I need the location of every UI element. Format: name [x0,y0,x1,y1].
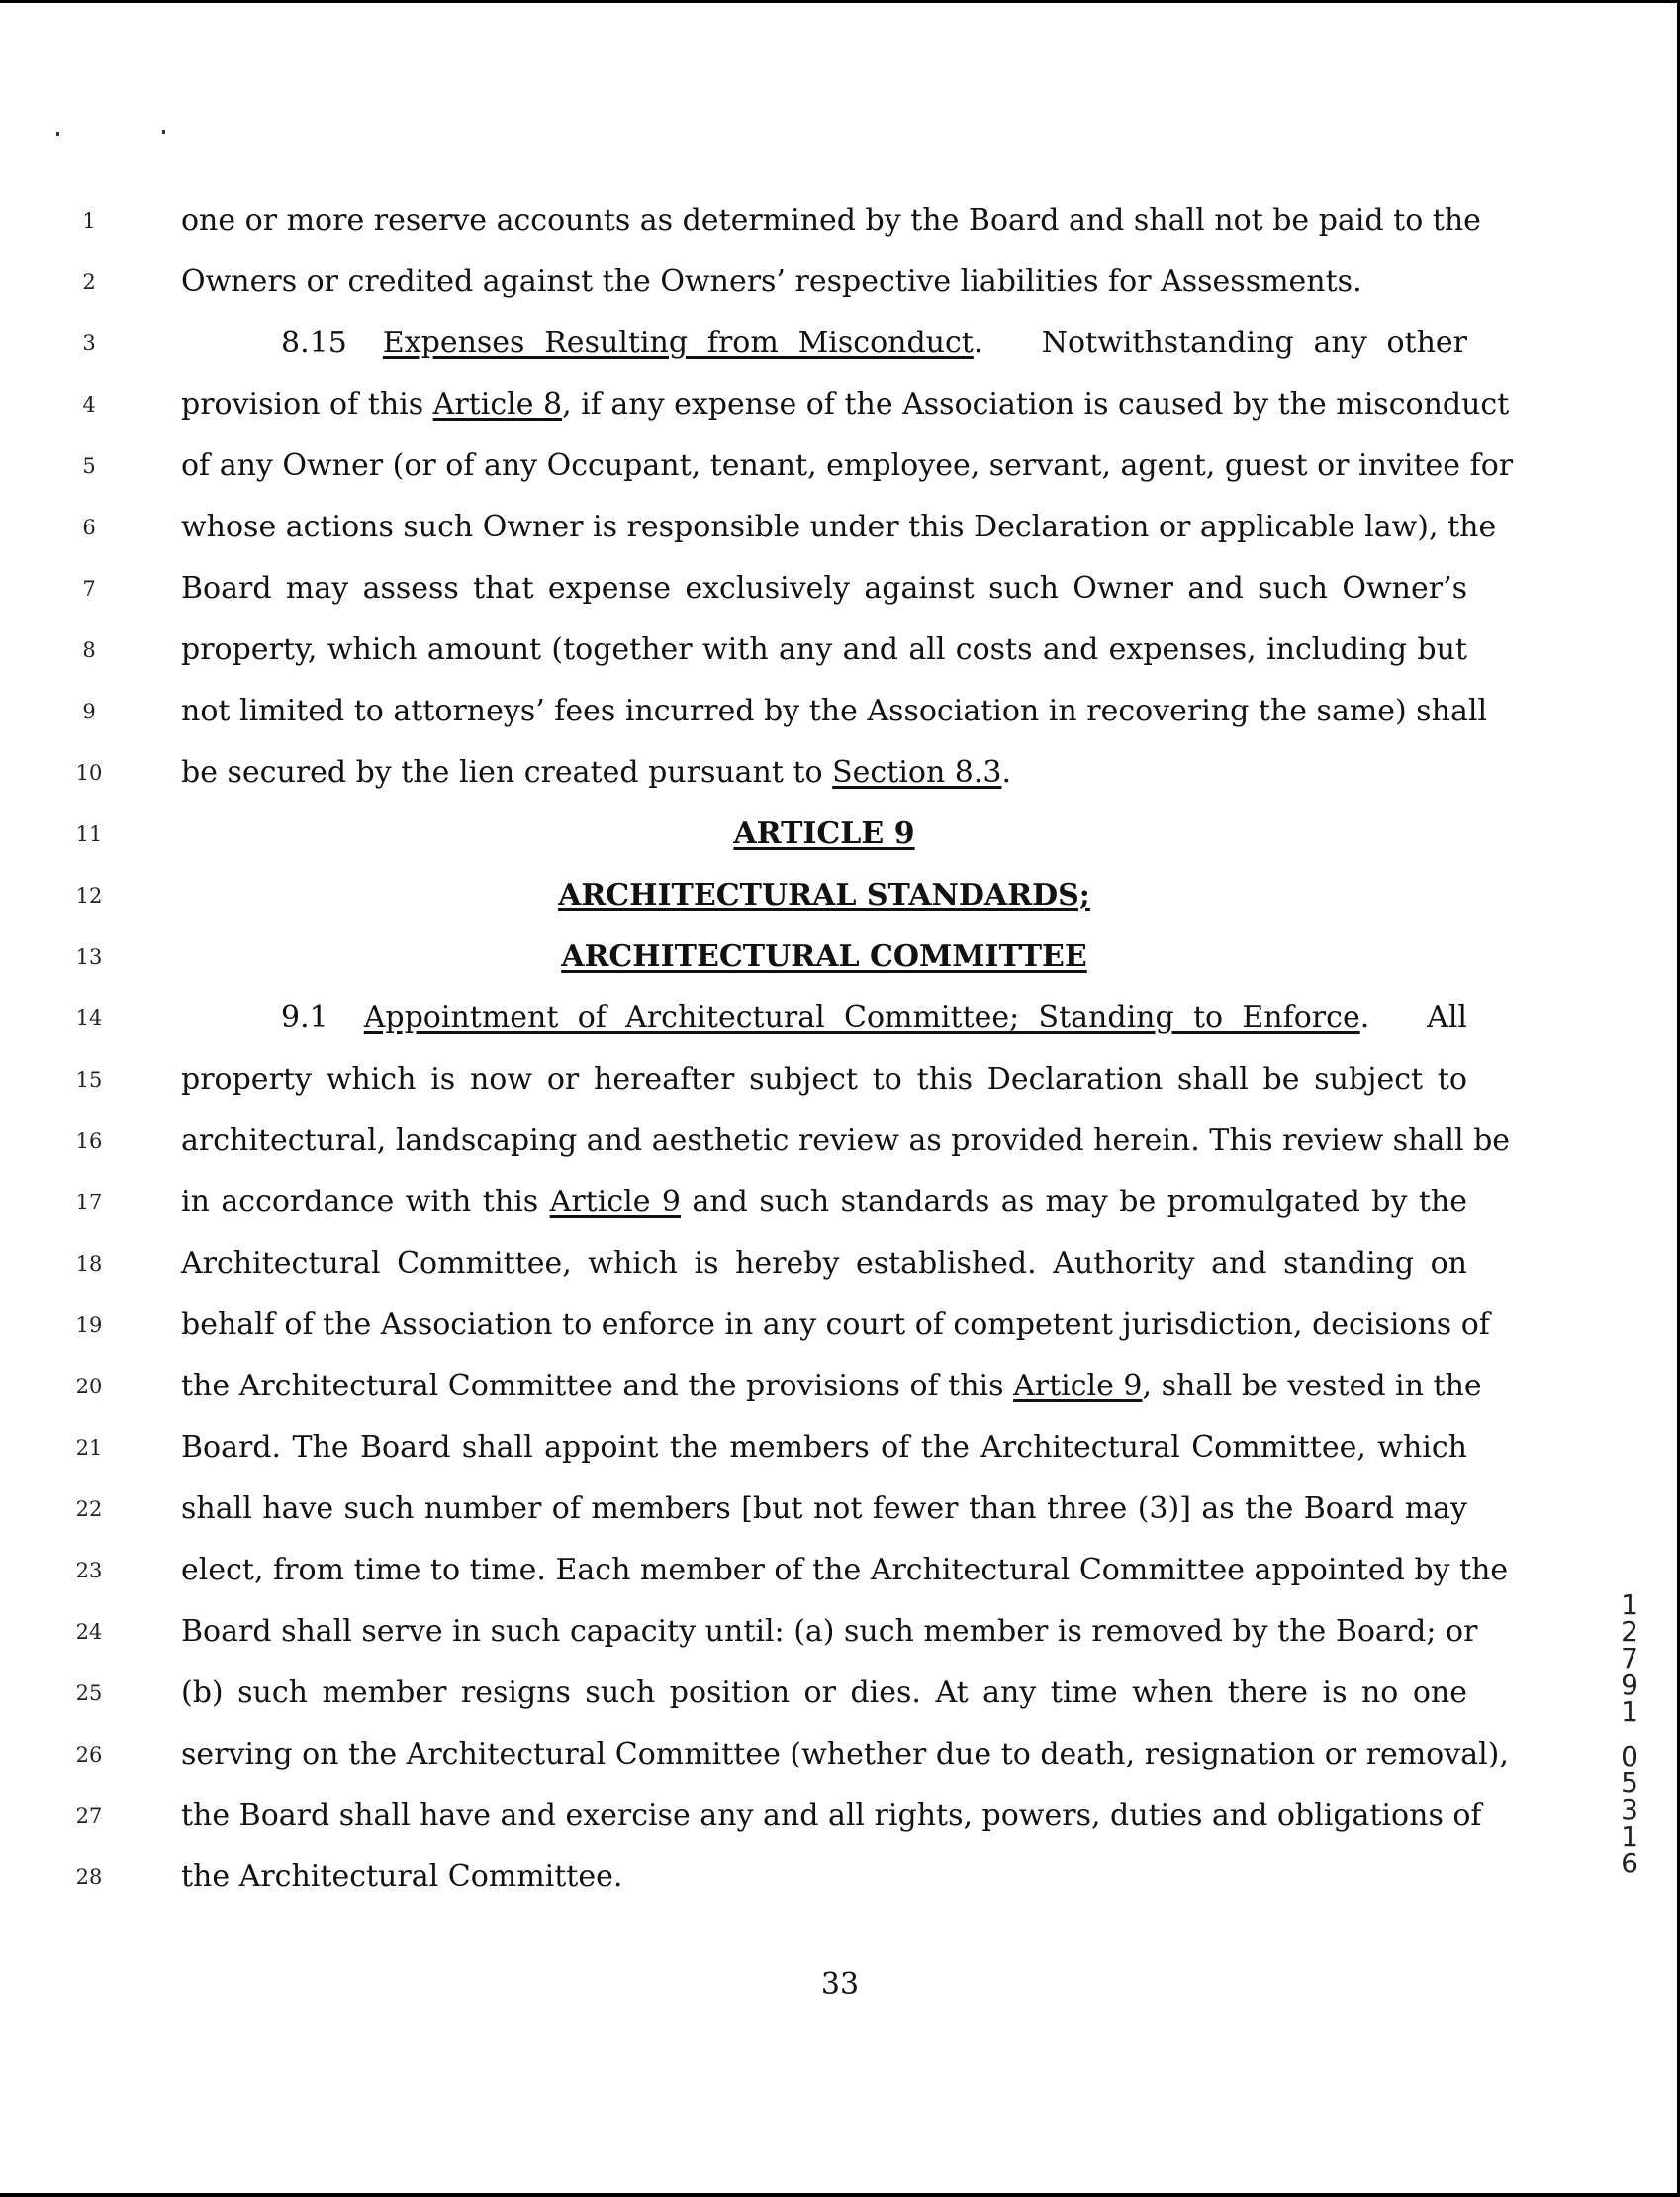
text-line: one or more reserve accounts as determined by the Board and shall not be paid to the [181,203,1481,238]
line-number: 15 [75,1068,103,1092]
text-line: the Architectural Committee. [181,1860,623,1894]
page-number: 33 [820,1967,860,2002]
stamp-digit: 3 [1621,1793,1638,1826]
article-title-line: ARCHITECTURAL STANDARDS; [558,878,1090,912]
line-number: 2 [82,270,96,294]
line-number: 25 [75,1681,103,1705]
line-number: 22 [75,1497,103,1521]
line-number: 10 [75,761,103,785]
cross-reference: Section 8.3 [832,755,1002,790]
text-line: in accordance with this Article 9 and such standards as may be promulgated by the [181,1185,1467,1219]
section-number: 8.15 [281,326,347,360]
line-number: 9 [82,700,96,723]
text-line: provision of this Article 8, if any expense of the Association is caused by the misconduct [181,387,1510,422]
line-number: 7 [82,577,96,601]
text-line: of any Owner (or of any Occupant, tenant, employee, servant, agent, guest or invitee for [181,448,1514,483]
text-line: the Board shall have and exercise any and all rights, powers, duties and obligations of [181,1798,1482,1833]
scan-edge-top [0,0,1680,3]
stamp-digit: 7 [1621,1642,1638,1674]
line-number: 21 [75,1436,103,1460]
article-title-line: ARCHITECTURAL COMMITTEE [561,939,1087,974]
stamp-digit: 9 [1621,1669,1638,1701]
text-line: Board. The Board shall appoint the members of the Architectural Committee, which [181,1430,1467,1465]
stamp-digit: 0 [1621,1740,1638,1772]
section-title: Expenses Resulting from Misconduct [382,326,974,360]
stamp-digit: 1 [1621,1588,1638,1621]
text-line: Architectural Committee, which is hereby established. Authority and standing on [181,1246,1467,1281]
text-line: elect, from time to time. Each member of the Architectural Committee appointed by the [181,1553,1509,1587]
text-line: Board may assess that expense exclusively against such Owner and such Owner’s [181,571,1467,606]
line-number: 27 [75,1804,103,1828]
text-line: (b) such member resigns such position or dies. At any time when there is no one [181,1675,1467,1710]
stamp-digit: 1 [1621,1820,1638,1853]
line-number: 4 [82,393,96,417]
margin-stamp [1608,1588,1651,1879]
cross-reference: Article 9 [549,1185,682,1219]
stamp-digit: 1 [1621,1695,1638,1728]
text-line: the Architectural Committee and the provisions of this Article 9, shall be vested in the [181,1369,1482,1403]
line-number: 3 [82,332,96,355]
text-line: serving on the Architectural Committee (whether due to death, resignation or removal), [181,1737,1509,1771]
text-line: whose actions such Owner is responsible under this Declaration or applicable law), the [181,510,1497,544]
line-number: 17 [75,1191,103,1214]
section-number: 9.1 [281,1001,328,1035]
line-number: 11 [75,822,103,846]
stamp-digit: 2 [1621,1615,1638,1648]
line-number: 16 [75,1129,103,1153]
line-number: 12 [75,884,103,907]
text-line: Owners or credited against the Owners’ respective liabilities for Assessments. [181,264,1362,299]
text-line: not limited to attorneys’ fees incurred by the Association in recovering the same) shall [181,694,1488,728]
line-number: 20 [75,1375,103,1398]
stamp-digit: 6 [1621,1847,1638,1879]
scan-speck [56,132,59,136]
section-heading-line: 9.1 Appointment of Architectural Committee; Standing to Enforce. All [281,1001,1468,1035]
cross-reference: Article 8 [432,387,563,422]
line-number: 19 [75,1313,103,1337]
line-number: 5 [82,454,96,478]
text-line: behalf of the Association to enforce in any court of competent jurisdiction, decisions of [181,1307,1490,1342]
line-number: 6 [82,516,96,539]
line-number: 1 [82,209,96,233]
scan-edge-bottom [0,2193,1680,2197]
line-number: 14 [75,1006,103,1030]
scan-speck [162,130,165,134]
section-title: Appointment of Architectural Committee; Standing to Enforce [363,1001,1360,1035]
line-number: 18 [75,1252,103,1276]
text-line: property which is now or hereafter subject to this Declaration shall be subject to [181,1062,1467,1097]
line-number: 24 [75,1620,103,1644]
text-line: be secured by the lien created pursuant to Section 8.3. [181,755,1012,790]
stamp-digit: 5 [1621,1767,1638,1799]
section-heading-line: 8.15 Expenses Resulting from Misconduct. Notwithstanding any other [281,326,1468,360]
line-number: 13 [75,945,103,969]
line-number: 8 [82,638,96,662]
line-number: 26 [75,1743,103,1767]
article-heading: ARTICLE 9 [733,816,915,851]
text-line: Board shall serve in such capacity until: (a) such member is removed by the Board; or [181,1614,1478,1649]
text-line: shall have such number of members [but not fewer than three (3)] as the Board may [181,1491,1467,1526]
text-line: architectural, landscaping and aesthetic review as provided herein. This review shall be [181,1123,1511,1158]
line-number: 28 [75,1865,103,1889]
text-line: property, which amount (together with any and all costs and expenses, including but [181,632,1467,667]
cross-reference: Article 9 [1013,1369,1143,1403]
line-number: 23 [75,1559,103,1582]
